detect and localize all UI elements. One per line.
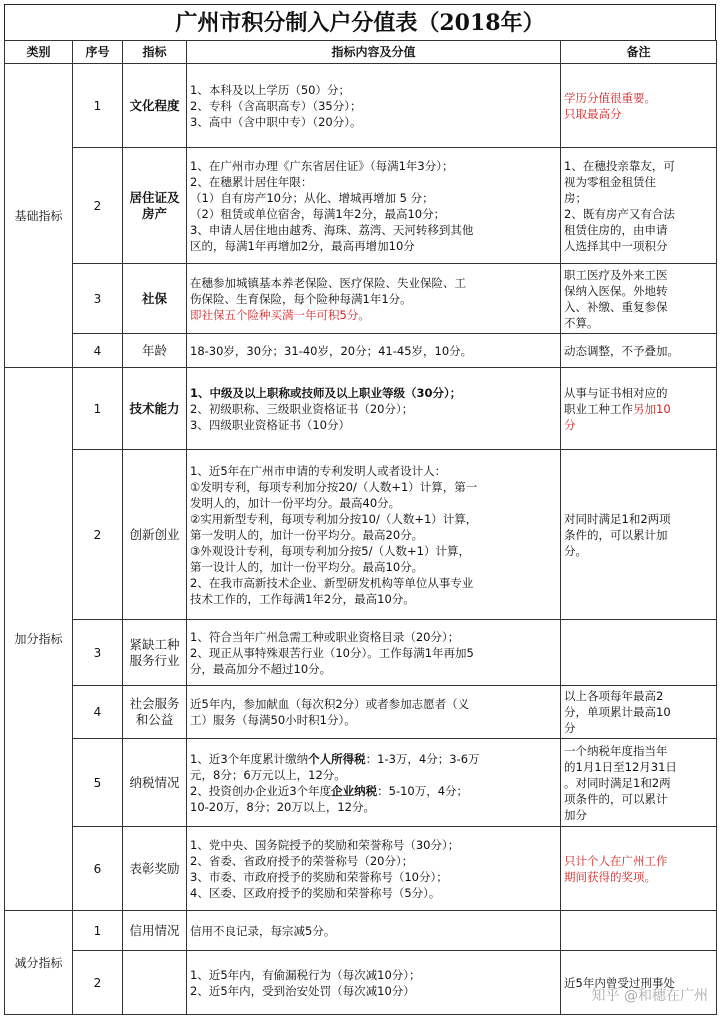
page-title: 广州市积分制入户分值表（2018年） [4,4,716,40]
indicator-content: 1、符合当年广州急需工种或职业资格目录（20分）； 2、现正从事特殊艰苦行业（10分）。工作每满1年再加5 分，最高加分不超过10分。 [187,620,561,686]
indicator-content: 1、近5年内，有偷漏税行为（每次减10分）； 2、近5年内，受到治安处罚（每次减10分） [187,951,561,1015]
indicator-name [123,951,187,1015]
indicator-note [561,911,717,951]
indicator-content: 信用不良记录，每宗减5分。 [187,911,561,951]
indicator-name: 紧缺工种服务行业 [123,620,187,686]
indicator-name: 纳税情况 [123,739,187,827]
indicator-note: 学历分值很重要。 只取最高分 [561,64,717,148]
indicator-content: 近5年内，参加献血（每次积2分）或者参加志愿者（义 工）服务（每满50小时积1分）。 [187,686,561,739]
table-row [5,739,717,827]
indicator-name: 信用情况 [123,911,187,951]
indicator-name: 创新创业 [123,450,187,620]
indicator-content: 1、中级及以上职称或技师及以上职业等级（30分）； 2、初级职称、三级职业资格证书（20分）； 3、四级职业资格证书（10分） [187,368,561,450]
indicator-note: 从事与证书相对应的 职业工种工作另加10 分 [561,368,717,450]
indicator-name: 技术能力 [123,368,187,450]
indicator-note: 1、在穗投亲靠友，可 视为零租金租赁住 房； 2、既有房产又有合法 租赁住房的，由申请 人选择其中一项积分 [561,148,717,264]
indicator-name: 社保 [123,264,187,334]
indicator-note: 职工医疗及外来工医 保纳入医保。外地转 入、补缴、重复参保 不算。 [561,264,717,334]
header-content: 指标内容及分值 [187,41,561,64]
group-basic: 基础指标 [5,64,73,368]
indicator-name: 文化程度 [123,64,187,148]
row-number: 4 [73,334,123,368]
indicator-content: 1、本科及以上学历（50）分； 2、专科（含高职高专）（35分）； 3、高中（含中职中专）（20分）。 [187,64,561,148]
table-row [5,368,717,450]
table-row [5,148,717,264]
row-number: 2 [73,450,123,620]
table-header-row [5,41,717,64]
indicator-name: 居住证及房产 [123,148,187,264]
watermark: 知乎 @和穗在广州 [591,988,708,1004]
indicator-content: 在穗参加城镇基本养老保险、医疗保险、失业保险、工 伤保险、生育保险，每个险种每满1年1分。 即社保五个险种买满一年可积5分。 [187,264,561,334]
table-row [5,334,717,368]
indicator-name: 年龄 [123,334,187,368]
row-number: 3 [73,620,123,686]
group-deduct: 减分指标 [5,911,73,1015]
table-row [5,911,717,951]
indicator-note: 对同时满足1和2两项 条件的，可以累计加 分。 [561,450,717,620]
document [4,4,716,1015]
indicator-content: 18-30岁，30分；31-40岁，20分；41-45岁，10分。 [187,334,561,368]
indicator-content: 1、在广州市办理《广东省居住证》（每满1年3分）； 2、在穗累计居住年限： （1）自有房产10分；从化、增城再增加 5 分； （2）租赁或单位宿舍，每满1年2分，最高10分； 3、申请人居住地由越秀、海珠、荔湾、天河转移到其他 区的，每满1年再增加2分，最高再增加10分 [187,148,561,264]
group-bonus: 加分指标 [5,368,73,911]
table-row [5,450,717,620]
row-number: 1 [73,64,123,148]
table-row [5,620,717,686]
table-row [5,264,717,334]
row-number: 1 [73,368,123,450]
row-number: 2 [73,148,123,264]
row-number: 2 [73,951,123,1015]
indicator-note: 动态调整，不予叠加。 [561,334,717,368]
indicator-content: 1、近5年在广州市申请的专利发明人或者设计人： ①发明专利，每项专利加分按20/（人数+1）计算，第一 发明人的，加计一份平均分。最高40分。 ②实用新型专利，每项专利加分按10/（人数+1）计算， 第一发明人的，加计一份平均分。最高20分。 ③外观设计专利，每项专利加分按5/（人数+1）计算， 第一设计人的，加计一份平均分。最高10分。 2、在我市高新技术企业、新型研发机构等单位从事专业 技术工作的，工作每满1年2分，最高10分。 [187,450,561,620]
score-table [4,40,717,1015]
indicator-content: 1、近3个年度累计缴纳个人所得税：1-3万，4分；3-6万 元，8分；6万元以上，12分。 2、投资创办企业近3个年度企业纳税：5-10万，4分； 10-20万，8分；20万以上，12分。 [187,739,561,827]
row-number: 4 [73,686,123,739]
indicator-content: 1、党中央、国务院授予的奖励和荣誉称号（30分）； 2、省委、省政府授予的荣誉称号（20分）； 3、市委、市政府授予的奖励和荣誉称号（10分）； 4、区委、区政府授予的奖励和荣誉称号（5分）。 [187,827,561,911]
indicator-note: 一个纳税年度指当年 的1月1日至12月31日 。对同时满足1和2两 项条件的，可以累计 加分 [561,739,717,827]
indicator-note [561,620,717,686]
row-number: 5 [73,739,123,827]
table-row [5,827,717,911]
header-indicator: 指标 [123,41,187,64]
table-row [5,686,717,739]
indicator-name: 表彰奖励 [123,827,187,911]
indicator-note: 近5年内曾受过刑事处 [561,951,717,1015]
row-number: 1 [73,911,123,951]
row-number: 3 [73,264,123,334]
row-number: 6 [73,827,123,911]
indicator-note: 只计个人在广州工作 期间获得的奖项。 [561,827,717,911]
header-category: 类别 [5,41,73,64]
indicator-name: 社会服务和公益 [123,686,187,739]
indicator-note: 以上各项每年最高2 分，单项累计最高10 分 [561,686,717,739]
header-note: 备注 [561,41,717,64]
table-row [5,64,717,148]
header-number: 序号 [73,41,123,64]
